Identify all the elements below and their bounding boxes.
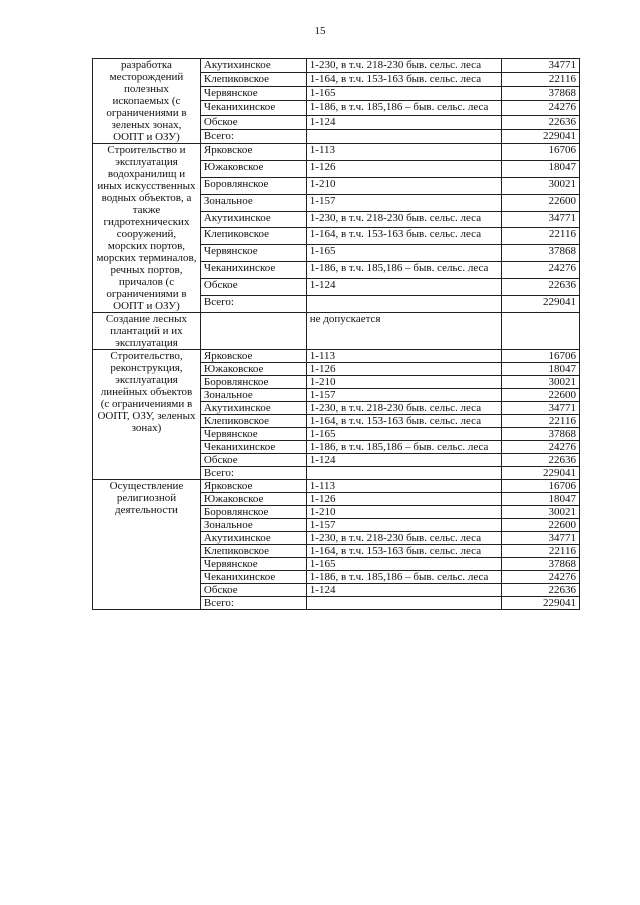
forestry-cell: Боровлянское	[200, 376, 306, 389]
quarters-cell: 1-186, в т.ч. 185,186 – быв. сельс. леса	[306, 571, 501, 584]
total-value-cell: 229041	[502, 597, 580, 610]
forestry-cell: Акутихинское	[200, 211, 306, 228]
quarters-cell: 1-165	[306, 245, 501, 262]
forestry-cell: Клепиковское	[200, 228, 306, 245]
area-cell: 24276	[502, 441, 580, 454]
forestry-cell: Акутихинское	[200, 532, 306, 545]
quarters-cell: 1-126	[306, 493, 501, 506]
area-cell: 22600	[502, 389, 580, 402]
area-cell: 34771	[502, 402, 580, 415]
total-value-cell: 229041	[502, 467, 580, 480]
quarters-cell: 1-210	[306, 506, 501, 519]
forestry-cell: Обское	[200, 115, 306, 129]
activity-cell: Строительство, реконструкция, эксплуатация линейных объектов (с ограничениями в ООПТ, ОЗУ, зеленых зонах)	[93, 350, 201, 480]
activity-cell: Создание лесных плантаций и их эксплуатация	[93, 313, 201, 350]
total-value-cell: 229041	[502, 296, 580, 313]
quarters-cell: 1-210	[306, 177, 501, 194]
forestry-cell: Акутихинское	[200, 402, 306, 415]
forestry-cell: Обское	[200, 279, 306, 296]
quarters-cell: 1-124	[306, 454, 501, 467]
area-cell: 22636	[502, 454, 580, 467]
forestry-cell: Боровлянское	[200, 506, 306, 519]
area-cell: 30021	[502, 376, 580, 389]
forestry-cell: Зональное	[200, 194, 306, 211]
forestry-cell: Клепиковское	[200, 73, 306, 87]
quarters-cell: 1-164, в т.ч. 153-163 быв. сельс. леса	[306, 73, 501, 87]
area-cell: 22636	[502, 279, 580, 296]
quarters-cell: 1-230, в т.ч. 218-230 быв. сельс. леса	[306, 532, 501, 545]
table-body	[93, 59, 580, 610]
table-row	[93, 59, 580, 73]
note-cell: не допускается	[306, 313, 501, 350]
forestry-cell: Чеканихинское	[200, 101, 306, 115]
forestry-cell: Червянское	[200, 558, 306, 571]
quarters-cell: 1-124	[306, 279, 501, 296]
forestry-cell: Южаковское	[200, 493, 306, 506]
area-cell: 22600	[502, 519, 580, 532]
area-cell: 22116	[502, 415, 580, 428]
area-cell: 22636	[502, 584, 580, 597]
activity-cell: разработка месторождений полезных ископаемых (с ограничениями в зеленых зонах, ООПТ и ОЗУ)	[93, 59, 201, 144]
area-cell: 34771	[502, 59, 580, 73]
quarters-cell: 1-164, в т.ч. 153-163 быв. сельс. леса	[306, 415, 501, 428]
forestry-cell: Боровлянское	[200, 177, 306, 194]
area-cell: 22116	[502, 545, 580, 558]
forestry-cell: Зональное	[200, 389, 306, 402]
total-label-cell: Всего:	[200, 129, 306, 143]
forestry-cell: Южаковское	[200, 363, 306, 376]
table-row	[93, 350, 580, 363]
forestry-cell: Червянское	[200, 428, 306, 441]
quarters-cell: 1-157	[306, 194, 501, 211]
quarters-cell: 1-126	[306, 160, 501, 177]
forestry-cell: Червянское	[200, 87, 306, 101]
total-blank-cell	[306, 129, 501, 143]
area-cell: 34771	[502, 532, 580, 545]
quarters-cell: 1-113	[306, 144, 501, 161]
area-cell: 16706	[502, 350, 580, 363]
quarters-cell: 1-157	[306, 519, 501, 532]
area-cell: 37868	[502, 558, 580, 571]
quarters-cell: 1-165	[306, 558, 501, 571]
area-cell: 18047	[502, 493, 580, 506]
quarters-cell: 1-230, в т.ч. 218-230 быв. сельс. леса	[306, 402, 501, 415]
total-label-cell: Всего:	[200, 467, 306, 480]
quarters-cell: 1-186, в т.ч. 185,186 – быв. сельс. леса	[306, 101, 501, 115]
quarters-cell: 1-186, в т.ч. 185,186 – быв. сельс. леса	[306, 262, 501, 279]
forestry-cell: Южаковское	[200, 160, 306, 177]
forestry-cell: Ярковское	[200, 144, 306, 161]
quarters-cell: 1-113	[306, 350, 501, 363]
table-row	[93, 144, 580, 161]
forestry-cell: Клепиковское	[200, 415, 306, 428]
activity-cell: Осуществление религиозной деятельности	[93, 480, 201, 610]
area-cell: 37868	[502, 428, 580, 441]
area-cell: 22636	[502, 115, 580, 129]
table-row	[93, 313, 580, 350]
quarters-cell: 1-157	[306, 389, 501, 402]
forest-use-table	[92, 58, 580, 610]
page-number: 15	[314, 25, 326, 37]
area-cell: 24276	[502, 262, 580, 279]
quarters-cell: 1-126	[306, 363, 501, 376]
forestry-cell: Чеканихинское	[200, 571, 306, 584]
forestry-cell: Клепиковское	[200, 545, 306, 558]
quarters-cell: 1-164, в т.ч. 153-163 быв. сельс. леса	[306, 545, 501, 558]
quarters-cell: 1-124	[306, 115, 501, 129]
area-cell: 24276	[502, 571, 580, 584]
area-cell: 22600	[502, 194, 580, 211]
activity-cell: Строительство и эксплуатация водохранилищ и иных искусственных водных объектов, а также гидротехнических сооружений, морских портов, морских терминалов, речных портов, причалов (с ограничениями в ООПТ и ОЗУ)	[93, 144, 201, 313]
table-row	[93, 480, 580, 493]
quarters-cell: 1-124	[306, 584, 501, 597]
forestry-cell	[200, 313, 306, 350]
quarters-cell: 1-210	[306, 376, 501, 389]
total-value-cell: 229041	[502, 129, 580, 143]
total-blank-cell	[306, 597, 501, 610]
area-cell: 16706	[502, 144, 580, 161]
area-cell: 22116	[502, 228, 580, 245]
area-cell: 37868	[502, 245, 580, 262]
forestry-cell: Ярковское	[200, 350, 306, 363]
forestry-cell: Зональное	[200, 519, 306, 532]
quarters-cell: 1-113	[306, 480, 501, 493]
forestry-cell: Чеканихинское	[200, 262, 306, 279]
area-cell	[502, 313, 580, 350]
forestry-cell: Чеканихинское	[200, 441, 306, 454]
quarters-cell: 1-165	[306, 87, 501, 101]
quarters-cell: 1-230, в т.ч. 218-230 быв. сельс. леса	[306, 211, 501, 228]
area-cell: 18047	[502, 160, 580, 177]
area-cell: 24276	[502, 101, 580, 115]
area-cell: 34771	[502, 211, 580, 228]
total-label-cell: Всего:	[200, 296, 306, 313]
quarters-cell: 1-230, в т.ч. 218-230 быв. сельс. леса	[306, 59, 501, 73]
forestry-cell: Ярковское	[200, 480, 306, 493]
area-cell: 22116	[502, 73, 580, 87]
area-cell: 30021	[502, 506, 580, 519]
forestry-cell: Червянское	[200, 245, 306, 262]
quarters-cell: 1-164, в т.ч. 153-163 быв. сельс. леса	[306, 228, 501, 245]
total-label-cell: Всего:	[200, 597, 306, 610]
total-blank-cell	[306, 467, 501, 480]
area-cell: 16706	[502, 480, 580, 493]
forestry-cell: Обское	[200, 454, 306, 467]
area-cell: 30021	[502, 177, 580, 194]
area-cell: 18047	[502, 363, 580, 376]
quarters-cell: 1-186, в т.ч. 185,186 – быв. сельс. леса	[306, 441, 501, 454]
quarters-cell: 1-165	[306, 428, 501, 441]
forestry-cell: Обское	[200, 584, 306, 597]
total-blank-cell	[306, 296, 501, 313]
forestry-cell: Акутихинское	[200, 59, 306, 73]
area-cell: 37868	[502, 87, 580, 101]
